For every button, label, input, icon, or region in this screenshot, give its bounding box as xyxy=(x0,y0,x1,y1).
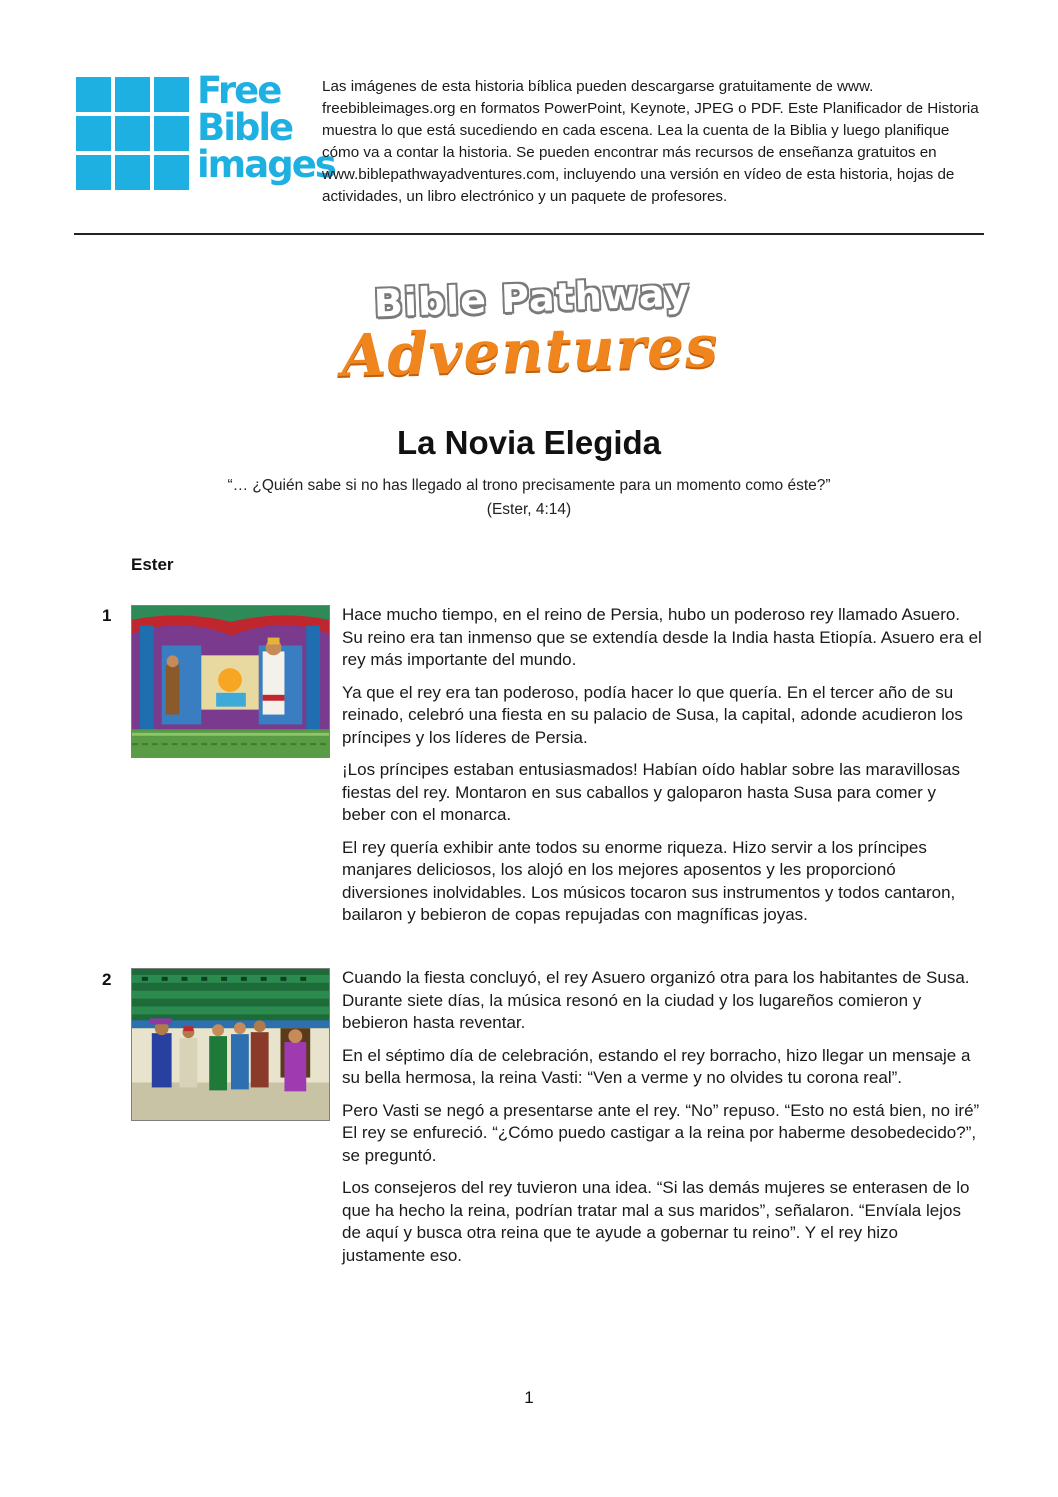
page-number: 1 xyxy=(524,1388,534,1407)
scene-paragraph: El rey quería exhibir ante todos su enorme riqueza. Hizo servir a los príncipes manjares deliciosos, los alojó en los mejores aposentos y les proporcionó diversiones inolvidables. Los músicos tocaron sus instrumentos y todos cantaron, bailaron y bebieron de copas repujadas con magníficas joyas. xyxy=(342,837,956,924)
scene-paragraph: En el séptimo día de celebración, estando el rey borracho, hizo llegar un mensaje a su bella hermosa, la reina Vasti: “Ven a verme y no olvides tu corona real”. xyxy=(342,1045,971,1087)
free-bible-images-logo xyxy=(76,69,335,196)
scene-paragraph: Los consejeros del rey tuvieron una idea. “Si las demás mujeres se enterasen de lo que ha hecho la reina, podrían tratar mal a sus maridos”, señalaron. “Envíala lejos de aquí y busca otra reina que te ayude a gobernar tu reino”. Y el rey hizo justamente eso. xyxy=(342,1178,970,1265)
scene-2-illustration xyxy=(131,968,330,1121)
scene-paragraph: Hace mucho tiempo, en el reino de Persia, hubo un poderoso rey llamado Asuero. Su reino era tan inmenso que se extendía desde la India hasta Etiopía. Asuero era el rey más importante del mundo. xyxy=(342,605,982,669)
story-quote: “… ¿Quién sabe si no has llegado al trono precisamente para un momento como éste?” xyxy=(227,477,831,494)
scene-paragraph: Pero Vasti se negó a presentarse ante el rey. “No” repuso. “Esto no está bien, no iré” El rey se enfureció. “¿Cómo puedo castigar a la reina por haberme desobedecido?”, se preguntó. xyxy=(342,1100,980,1165)
section-heading: Ester xyxy=(131,555,174,574)
scene-number: 1 xyxy=(102,606,112,625)
logo-line-bible-pathway: Bible Pathway xyxy=(373,270,691,326)
intro-paragraph: Las imágenes de esta historia bíblica pueden descargarse gratuitamente de www. freebibleimages.org en formatos PowerPoint, Keynote, JPEG o PDF. Este Planificador de Historia muestra lo que está sucediendo en cada escena. Lea la cuenta de la Biblia y luego planifique cómo va a contar la historia. Se pueden encontrar más recursos de enseñanza gratuitos en www.biblepathwayadventures.com, incluyendo una versión en vídeo de esta historia, hojas de actividades, un libro electrónico y un paquete de profesores. xyxy=(322,78,979,205)
scene-paragraph: ¡Los príncipes estaban entusiasmados! Habían oído hablar sobre las maravillosas fiestas del rey. Montaron en sus caballos y galoparon hasta Susa para comer y beber con el monarca. xyxy=(342,760,961,824)
logo-word: Free xyxy=(197,69,281,112)
page-header xyxy=(76,69,984,205)
logo-wordmark xyxy=(197,69,335,186)
story-title: La Novia Elegida xyxy=(396,424,662,461)
scene-paragraph: Ya que el rey era tan poderoso, podía hacer lo que quería. En el tercer año de su reinado, celebró una fiesta en su palacio de Susa, la capital, adonde acudieron los príncipes y los líderes de Persia. xyxy=(342,682,963,747)
logo-word: Bible xyxy=(197,106,293,149)
scene-1-text xyxy=(342,604,982,937)
logo-grid-icon xyxy=(76,77,189,190)
logo-word: images xyxy=(197,143,335,186)
scene-paragraph: Cuando la fiesta concluyó, el rey Asuero organizó otra para los habitantes de Susa. Durante siete días, la música resonó en la ciudad y los lugareños comieron y bebieron hasta reventar. xyxy=(342,968,970,1032)
scene-number: 2 xyxy=(102,970,112,989)
quote-reference: (Ester, 4:14) xyxy=(486,501,572,518)
bible-pathway-adventures-logo xyxy=(330,270,730,395)
header-divider xyxy=(74,233,984,235)
logo-line-adventures: Adventures xyxy=(340,312,720,390)
scene-1-illustration xyxy=(131,605,330,758)
scene-2-text xyxy=(342,967,982,1277)
